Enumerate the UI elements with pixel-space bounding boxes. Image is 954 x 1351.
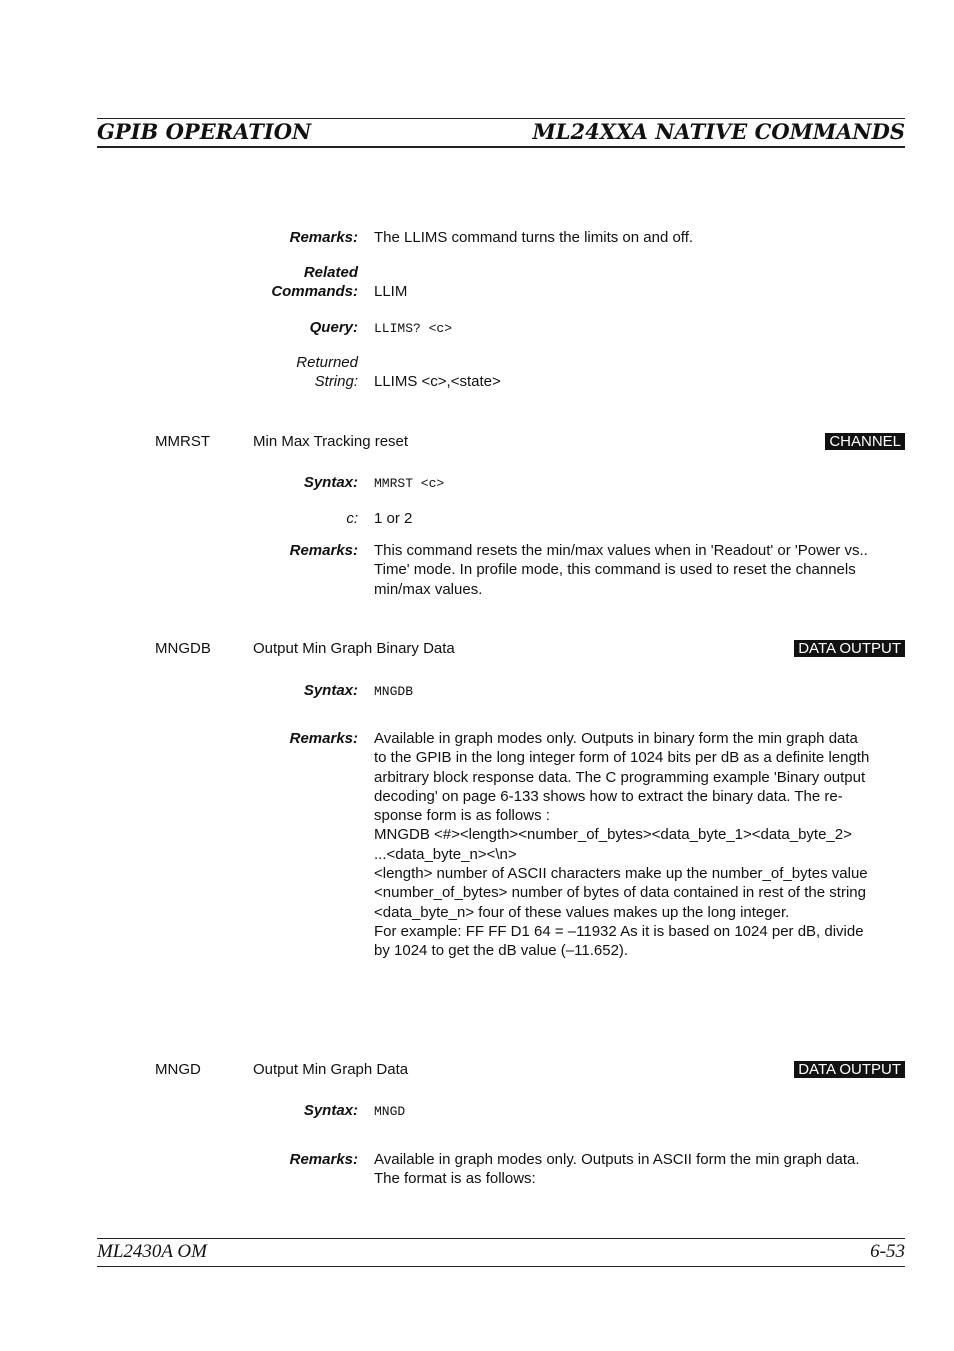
- footer-top-rule: [97, 1238, 905, 1239]
- mmrst-c-value: 1 or 2: [374, 510, 413, 527]
- mngd-command-title: Output Min Graph Data: [253, 1061, 409, 1078]
- llims-related-label-line1: Related: [303, 264, 358, 281]
- llims-returned-label-line1: Returned: [296, 354, 358, 371]
- mmrst-syntax-label: Syntax:: [303, 474, 358, 491]
- llims-returned-label-line2: String:: [314, 373, 358, 390]
- mngdb-remarks-label: Remarks:: [289, 730, 358, 747]
- llims-related-label-line2: Commands:: [271, 283, 358, 300]
- llims-related-commands: LLIM: [374, 283, 408, 300]
- mmrst-remarks-label: Remarks:: [289, 542, 358, 559]
- mngd-syntax: MNGD: [374, 1104, 406, 1119]
- llims-query-syntax: LLIMS? <c>: [374, 321, 453, 336]
- mmrst-command-title: Min Max Tracking reset: [253, 433, 409, 450]
- llims-remarks-label: Remarks:: [289, 229, 358, 246]
- header-section-title: GPIB OPERATION: [97, 119, 312, 144]
- mngdb-command-name: MNGDB: [155, 640, 211, 657]
- mngdb-category-badge: DATA OUTPUT: [794, 640, 905, 657]
- mngdb-command-title: Output Min Graph Binary Data: [253, 640, 455, 657]
- mmrst-command-name: MMRST: [155, 433, 210, 450]
- mngdb-syntax: MNGDB: [374, 684, 414, 699]
- footer-bottom-rule: [97, 1266, 905, 1267]
- mngd-command-name: MNGD: [155, 1061, 201, 1078]
- mmrst-remarks-text: This command resets the min/max values when in 'Readout' or 'Power vs.. Time' mode. In profile mode, this command is used to reset the channels min/max values.: [374, 542, 868, 598]
- footer-page-number: 6-53: [870, 1241, 905, 1262]
- header-bottom-rule: [97, 146, 905, 148]
- llims-remarks-text: The LLIMS command turns the limits on and off.: [374, 229, 694, 246]
- mmrst-c-label: c:: [346, 510, 358, 527]
- mngd-remarks-text: Available in graph modes only. Outputs in ASCII form the min graph data. The format is as follows:: [374, 1151, 860, 1188]
- mngd-remarks-label: Remarks:: [289, 1151, 358, 1168]
- mmrst-syntax: MMRST <c>: [374, 476, 445, 491]
- footer-manual-title: ML2430A OM: [97, 1241, 207, 1262]
- mngd-category-badge: DATA OUTPUT: [794, 1061, 905, 1078]
- llims-returned-string: LLIMS <c>,<state>: [374, 373, 501, 390]
- mngd-syntax-label: Syntax:: [303, 1102, 358, 1119]
- header-chapter-title: ML24XXA NATIVE COMMANDS: [532, 119, 905, 144]
- mngdb-remarks-text: Available in graph modes only. Outputs in binary form the min graph data to the GPIB in the long integer form of 1024 bits per dB as a definite length arbitrary block response data. The C programming example 'Binary output decoding' on page 6-133 shows how to extract the binary data. The re- sponse form is as follows : MNGDB <#><length><number_of_bytes><data_byte_1><data_byte_2> ...<data_byte_n><\n> <length> number of ASCII characters make up the number_of_bytes value <number_of_bytes> number of bytes of data contained in rest of the string <data_byte_n> four of these values makes up the long integer. For example: FF FF D1 64 = –11932 As it is based on 1024 per dB, divide by 1024 to get the dB value (–11.652).: [374, 730, 870, 960]
- mmrst-category-badge: CHANNEL: [825, 433, 905, 450]
- mngdb-syntax-label: Syntax:: [303, 682, 358, 699]
- llims-query-label: Query:: [309, 319, 358, 336]
